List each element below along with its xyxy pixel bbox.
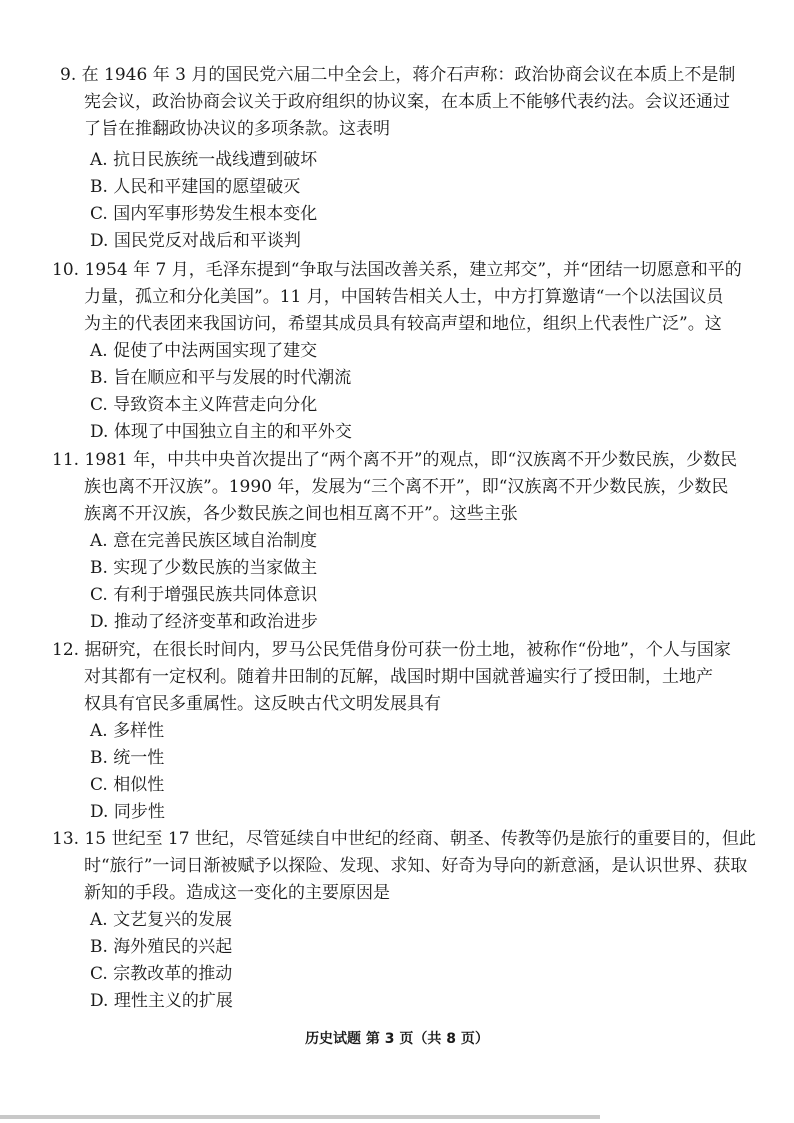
option-c: C. 导致资本主义阵营走向分化: [90, 395, 318, 415]
option-b: B. 海外殖民的兴起: [90, 937, 233, 957]
question-stem-line: 族也离不开汉族”。1990 年，发展为“三个离不开”，即“汉族离不开少数民族，少数民: [84, 477, 729, 497]
question-stem-line: 对其都有一定权利。随着井田制的瓦解，战国时期中国就普遍实行了授田制，土地产: [84, 667, 713, 687]
question-stem-line: 13. 15 世纪至 17 世纪，尽管延续自中世纪的经商、朝圣、传教等仍是旅行的重要目的，但此: [52, 829, 756, 849]
option-c: C. 宗教改革的推动: [90, 964, 233, 984]
option-d: D. 国民党反对战后和平谈判: [90, 231, 301, 251]
option-b: B. 旨在顺应和平与发展的时代潮流: [90, 368, 352, 388]
option-a: A. 抗日民族统一战线遭到破坏: [90, 150, 318, 170]
option-c: C. 国内军事形势发生根本变化: [90, 204, 318, 224]
question-stem-line: 9. 在 1946 年 3 月的国民党六届二中全会上，蒋介石声称：政治协商会议在本质上不是制: [60, 65, 736, 85]
option-b: B. 统一性: [90, 748, 165, 768]
option-a: A. 文艺复兴的发展: [90, 910, 233, 930]
question-stem-line: 力量，孤立和分化美国”。11 月，中国转告相关人士，中方打算邀请“一个以法国议员: [84, 287, 724, 307]
question-stem-line: 11. 1981 年，中共中央首次提出了“两个离不开”的观点，即“汉族离不开少数民族，少数民: [52, 450, 738, 470]
option-a: A. 多样性: [90, 721, 165, 741]
option-d: D. 同步性: [90, 802, 165, 822]
question-stem-line: 10. 1954 年 7 月，毛泽东提到“争取与法国改善关系，建立邦交”，并“团结一切愿意和平的: [52, 260, 742, 280]
option-c: C. 相似性: [90, 775, 165, 795]
question-stem-line: 新知的手段。造成这一变化的主要原因是: [84, 883, 390, 903]
page-footer: 历史试题 第 3 页（共 8 页）: [305, 1031, 489, 1047]
bottom-divider: [0, 1115, 600, 1119]
option-b: B. 实现了少数民族的当家做主: [90, 558, 318, 578]
option-d: D. 理性主义的扩展: [90, 991, 233, 1011]
option-d: D. 推动了经济变革和政治进步: [90, 612, 318, 632]
question-stem-line: 时“旅行”一词日渐被赋予以探险、发现、求知、好奇为导向的新意涵，是认识世界、获取: [84, 856, 748, 876]
question-stem-line: 为主的代表团来我国访问，希望其成员具有较高声望和地位，组织上代表性广泛”。这: [84, 314, 722, 334]
question-stem-line: 12. 据研究，在很长时间内，罗马公民凭借身份可获一份土地，被称作“份地”，个人与国家: [52, 640, 731, 660]
option-a: A. 意在完善民族区域自治制度: [90, 531, 318, 551]
option-a: A. 促使了中法两国实现了建交: [90, 341, 318, 361]
option-d: D. 体现了中国独立自主的和平外交: [90, 422, 352, 442]
question-stem-line: 了旨在推翻政协决议的多项条款。这表明: [84, 119, 390, 139]
option-c: C. 有利于增强民族共同体意识: [90, 585, 318, 605]
question-stem-line: 宪会议，政治协商会议关于政府组织的协议案，在本质上不能够代表约法。会议还通过: [84, 92, 730, 112]
option-b: B. 人民和平建国的愿望破灭: [90, 177, 301, 197]
question-stem-line: 权具有官民多重属性。这反映古代文明发展具有: [84, 694, 441, 714]
question-stem-line: 族离不开汉族，各少数民族之间也相互离不开”。这些主张: [84, 504, 518, 524]
